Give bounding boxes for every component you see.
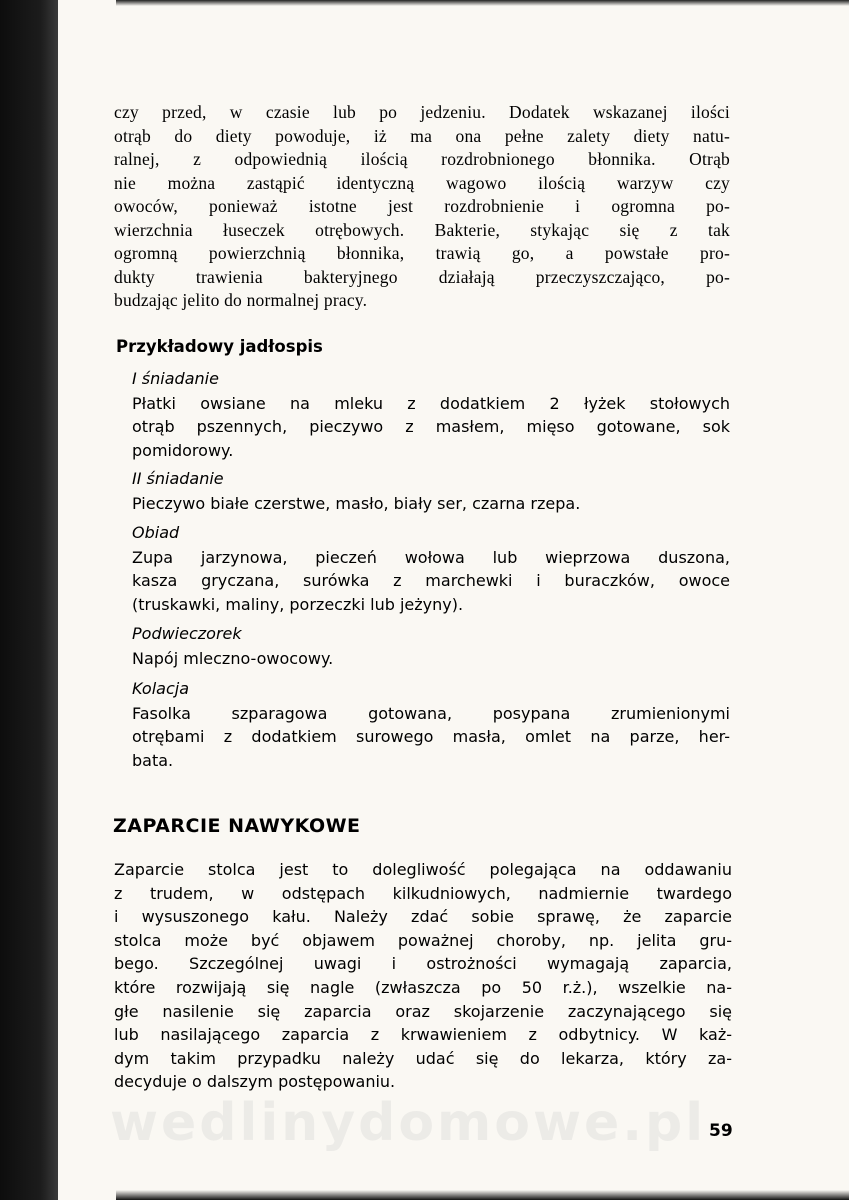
meal-name: II śniadanie [132, 469, 224, 488]
meal-line: kasza gryczana, surówka z marchewki i buraczków, owoce [132, 571, 730, 590]
section-line: lub nasilającego zaparcia z krwawieniem z odbytnicy. W każ- [114, 1025, 732, 1045]
scan-bottom-shadow [116, 1190, 849, 1200]
meal-line: bata. [132, 750, 174, 770]
section-line: bego. Szczególnej uwagi i ostrożności wymagają zaparcia, [114, 954, 732, 974]
intro-line: ogromną powierzchnią błonnika, trawią go, a powstałe pro- [114, 243, 730, 263]
intro-line: wierzchnia łuseczek otrębowych. Bakterie, stykając się z tak [114, 219, 730, 240]
meal-line: pomidorowy. [132, 440, 234, 460]
meal-name: I śniadanie [132, 369, 219, 388]
section-line: stolca może być objawem poważnej choroby, np. jelita gru- [114, 930, 732, 950]
scan-top-shadow [116, 0, 849, 6]
meal-breakfast-2 [132, 467, 730, 515]
section-line: i wysuszonego kału. Należy zdać sobie sprawę, że zaparcie [114, 907, 732, 927]
meal-dinner [132, 677, 730, 772]
meal-name: Obiad [132, 523, 180, 542]
meal-afternoon-snack [132, 622, 730, 670]
intro-line: budzając jelito do normalnej pracy. [114, 290, 368, 310]
meal-breakfast-1 [132, 367, 730, 462]
meal-line: Napój mleczno-owocowy. [132, 648, 334, 668]
menu-title: Przykładowy jadłospis [116, 337, 323, 356]
scan-binding-shadow [0, 0, 58, 1200]
intro-line: dukty trawienia bakteryjnego działają przeczyszczająco, po- [114, 266, 730, 287]
intro-line: czy przed, w czasie lub po jedzeniu. Dodatek wskazanej ilości [114, 102, 730, 122]
section-line: głe nasilenie się zaparcia oraz skojarzenie zaczynającego się [114, 1001, 732, 1021]
meal-line: otrąb pszennych, pieczywo z masłem, mięso gotowane, sok [132, 417, 730, 436]
meal-line: otrębami z dodatkiem surowego masła, omlet na parze, her- [132, 727, 730, 746]
intro-line: ralnej, z odpowiednią ilością rozdrobnionego błonnika. Otrąb [114, 149, 730, 169]
section-line: które rozwijają się nagle (zwłaszcza po 50 r.ż.), wszelkie na- [114, 977, 732, 997]
section-line: dym takim przypadku należy udać się do lekarza, który za- [114, 1048, 732, 1068]
section-heading: ZAPARCIE NAWYKOWE [113, 815, 361, 837]
meal-lunch [132, 521, 730, 616]
watermark: wedlinydomowe.pl [110, 1093, 707, 1153]
meal-name: Kolacja [132, 679, 190, 698]
meal-name: Podwieczorek [132, 624, 242, 643]
intro-line: otrąb do diety powoduje, iż ma ona pełne zalety diety natu- [114, 125, 730, 146]
section-paragraph [114, 858, 732, 1094]
section-line: decyduje o dalszym postępowaniu. [114, 1072, 396, 1092]
intro-line: owoców, ponieważ istotne jest rozdrobnienie i ogromna po- [114, 196, 730, 216]
meal-line: Fasolka szparagowa gotowana, posypana zrumienionymi [132, 703, 730, 723]
section-line: Zaparcie stolca jest to dolegliwość polegająca na oddawaniu [114, 860, 732, 879]
intro-paragraph [114, 101, 730, 313]
meal-line: Płatki owsiane na mleku z dodatkiem 2 łyżek stołowych [132, 393, 730, 413]
page-number: 59 [709, 1121, 733, 1141]
section-line: z trudem, w odstępach kilkudniowych, nadmiernie twardego [114, 883, 732, 903]
meal-line: Pieczywo białe czerstwe, masło, biały ser, czarna rzepa. [132, 493, 581, 513]
meal-line: Zupa jarzynowa, pieczeń wołowa lub wieprzowa duszona, [132, 547, 730, 567]
intro-line: nie można zastąpić identyczną wagowo ilością warzyw czy [114, 172, 730, 193]
meal-line: (truskawki, maliny, porzeczki lub jeżyny). [132, 594, 464, 614]
